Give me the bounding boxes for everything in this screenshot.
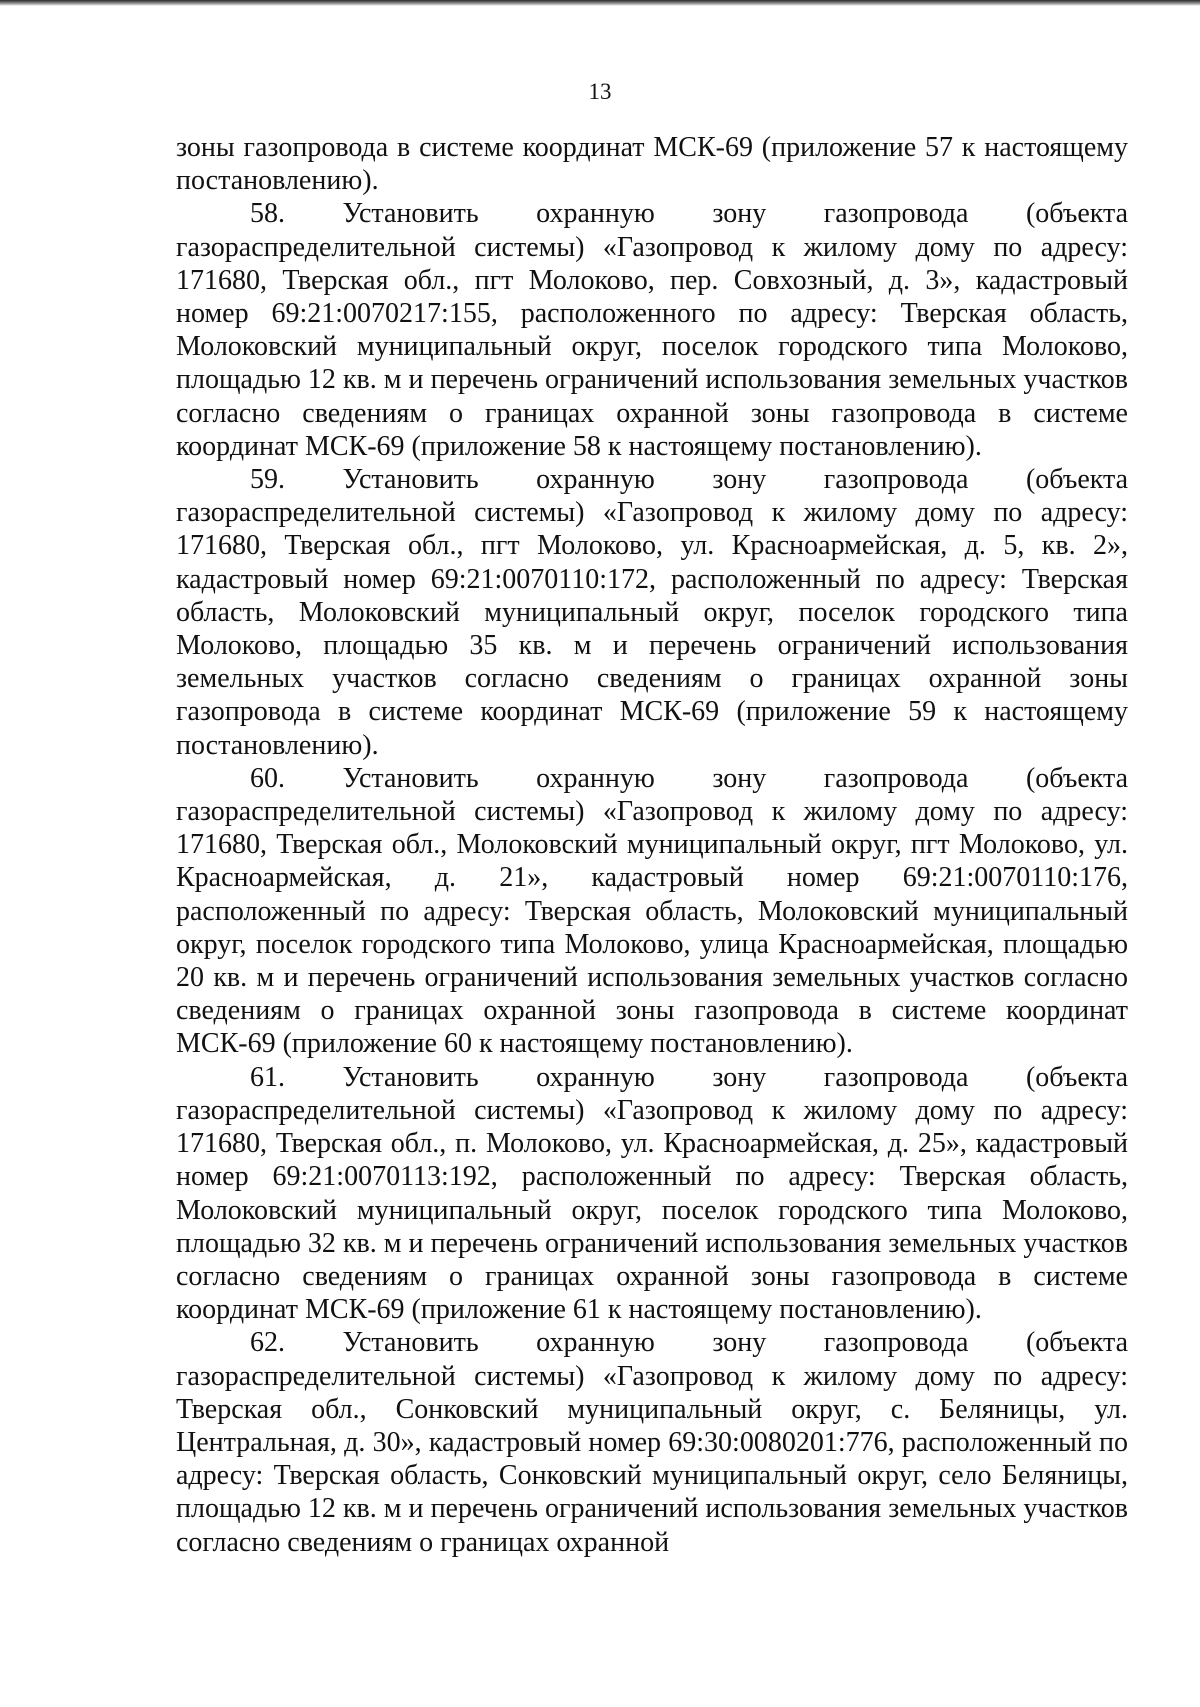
page-number: 13 xyxy=(588,79,612,104)
paragraph-item-58: 58. Установить охранную зону газопровода (объекта газораспределительной системы) «Газопровод к жилому дому по адресу: 171680, Тверская обл., пгт Молоково, пер. Совхозный, д. 3», кадастровый номер 69:21:0070217:155, расположенного по адресу: Тверская область, Молоковский муниципальный округ, поселок городского типа Молоково, площадью 12 кв. м и перечень ограничений использования земельных участков согласно сведениям о границах охранной зоны газопровода в системе координат МСК-69 (приложение 58 к настоящему постановлению). xyxy=(176,198,1128,462)
paragraph-item-60: 60. Установить охранную зону газопровода (объекта газораспределительной системы) «Газопровод к жилому дому по адресу: 171680, Тверская обл., Молоковский муниципальный округ, пгт Молоково, ул. Красноармейская, д. 21», кадастровый номер 69:21:0070110:176, расположенный по адресу: Тверская область, Молоковский муниципальный округ, поселок городского типа Молоково, улица Красноармейская, площадью 20 кв. м и перечень ограничений использования земельных участков согласно сведениям о границах охранной зоны газопровода в системе координат МСК-69 (приложение 60 к настоящему постановлению). xyxy=(176,762,1128,1060)
paragraph-item-59: 59. Установить охранную зону газопровода (объекта газораспределительной системы) «Газопровод к жилому дому по адресу: 171680, Тверская обл., пгт Молоково, ул. Красноармейская, д. 5, кв. 2», кадастровый номер 69:21:0070110:172, расположенный по адресу: Тверская область, Молоковский муниципальный округ, поселок городского типа Молоково, площадью 35 кв. м и перечень ограничений использования земельных участков согласно сведениям о границах охранной зоны газопровода в системе координат МСК-69 (приложение 59 к настоящему постановлению). xyxy=(176,464,1128,761)
paragraph-continuation: зоны газопровода в системе координат МСК-69 (приложение 57 к настоящему постановлению). xyxy=(176,132,1128,197)
scan-edge-shadow xyxy=(0,0,1200,6)
document-body xyxy=(176,131,1128,1559)
paragraph-item-61: 61. Установить охранную зону газопровода (объекта газораспределительной системы) «Газопровод к жилому дому по адресу: 171680, Тверская обл., п. Молоково, ул. Красноармейская, д. 25», кадастровый номер 69:21:0070113:192, расположенный по адресу: Тверская область, Молоковский муниципальный округ, поселок городского типа Молоково, площадью 32 кв. м и перечень ограничений использования земельных участков согласно сведениям о границах охранной зоны газопровода в системе координат МСК-69 (приложение 61 к настоящему постановлению). xyxy=(176,1061,1128,1326)
paragraph-item-62: 62. Установить охранную зону газопровода (объекта газораспределительной системы) «Газопровод к жилому дому по адресу: Тверская обл., Сонковский муниципальный округ, с. Беляницы, ул. Центральная, д. 30», кадастровый номер 69:30:0080201:776, расположенный по адресу: Тверская область, Сонковский муниципальный округ, село Беляницы, площадью 12 кв. м и перечень ограничений использования земельных участков согласно сведениям о границах охранной xyxy=(176,1327,1128,1558)
